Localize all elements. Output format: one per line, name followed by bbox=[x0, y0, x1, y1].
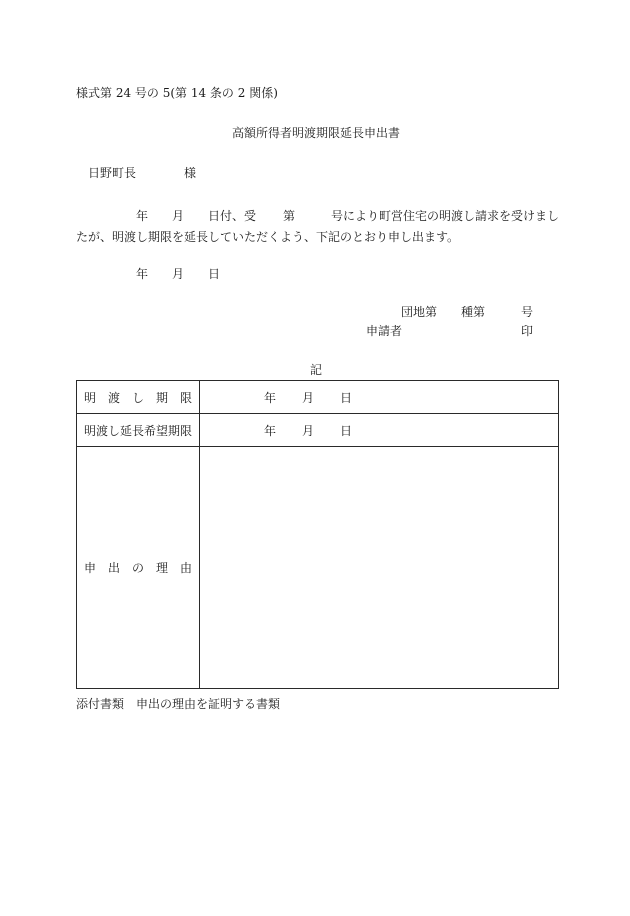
label-char: 期 bbox=[155, 390, 168, 405]
addressee-honorific: 様 bbox=[184, 166, 197, 180]
table-row-extension bbox=[77, 414, 559, 447]
form-number: 様式第 24 号の 5(第 14 条の 2 関係) bbox=[76, 86, 278, 100]
deadline-day: 日 bbox=[340, 390, 353, 405]
extension-day: 日 bbox=[340, 423, 353, 438]
label-deadline bbox=[77, 381, 200, 414]
label-char: 出 bbox=[107, 561, 120, 575]
ki-heading: 記 bbox=[310, 363, 323, 377]
label-reason bbox=[77, 447, 200, 689]
label-char: 由 bbox=[179, 561, 192, 575]
label-char: の bbox=[131, 561, 144, 575]
complex-number-label: 団地第 bbox=[401, 305, 438, 319]
value-extension[interactable] bbox=[200, 414, 559, 447]
body-day-received: 日付、受 bbox=[208, 209, 257, 223]
table-row-deadline bbox=[77, 381, 559, 414]
applicant-label: 申請者 bbox=[366, 324, 403, 338]
date-day: 日 bbox=[208, 267, 221, 281]
label-char: 限 bbox=[179, 390, 192, 405]
body-month: 月 bbox=[172, 209, 185, 223]
deadline-year: 年 bbox=[264, 390, 277, 405]
label-extension: 明渡し延長希望期限 bbox=[77, 414, 200, 447]
date-month: 月 bbox=[172, 267, 185, 281]
table-row-reason bbox=[77, 447, 559, 689]
label-char: 理 bbox=[155, 561, 168, 575]
body-line2: たが、明渡し期限を延長していただくよう、下記のとおり申し出ます。 bbox=[76, 230, 460, 244]
label-char: 申 bbox=[84, 561, 97, 575]
value-reason[interactable] bbox=[200, 447, 559, 689]
number-suffix: 号 bbox=[521, 305, 534, 319]
label-char: 渡 bbox=[107, 390, 120, 405]
attachment-note: 添付書類 申出の理由を証明する書類 bbox=[76, 697, 281, 711]
addressee-name: 日野町長 bbox=[88, 166, 137, 180]
seal-mark: 印 bbox=[521, 324, 534, 338]
document-title: 高額所得者明渡期限延長申出書 bbox=[232, 126, 401, 140]
extension-year: 年 bbox=[264, 423, 277, 438]
body-line1-rest: 号により町営住宅の明渡し請求を受けまし bbox=[331, 209, 560, 223]
extension-month: 月 bbox=[302, 423, 315, 438]
type-number-label: 種第 bbox=[461, 305, 486, 319]
deadline-month: 月 bbox=[302, 390, 315, 405]
form-table bbox=[76, 380, 559, 689]
body-number-prefix: 第 bbox=[283, 209, 296, 223]
label-char: し bbox=[131, 390, 144, 405]
value-deadline[interactable] bbox=[200, 381, 559, 414]
body-year: 年 bbox=[136, 209, 149, 223]
label-char: 明 bbox=[84, 390, 97, 405]
date-year: 年 bbox=[136, 267, 149, 281]
